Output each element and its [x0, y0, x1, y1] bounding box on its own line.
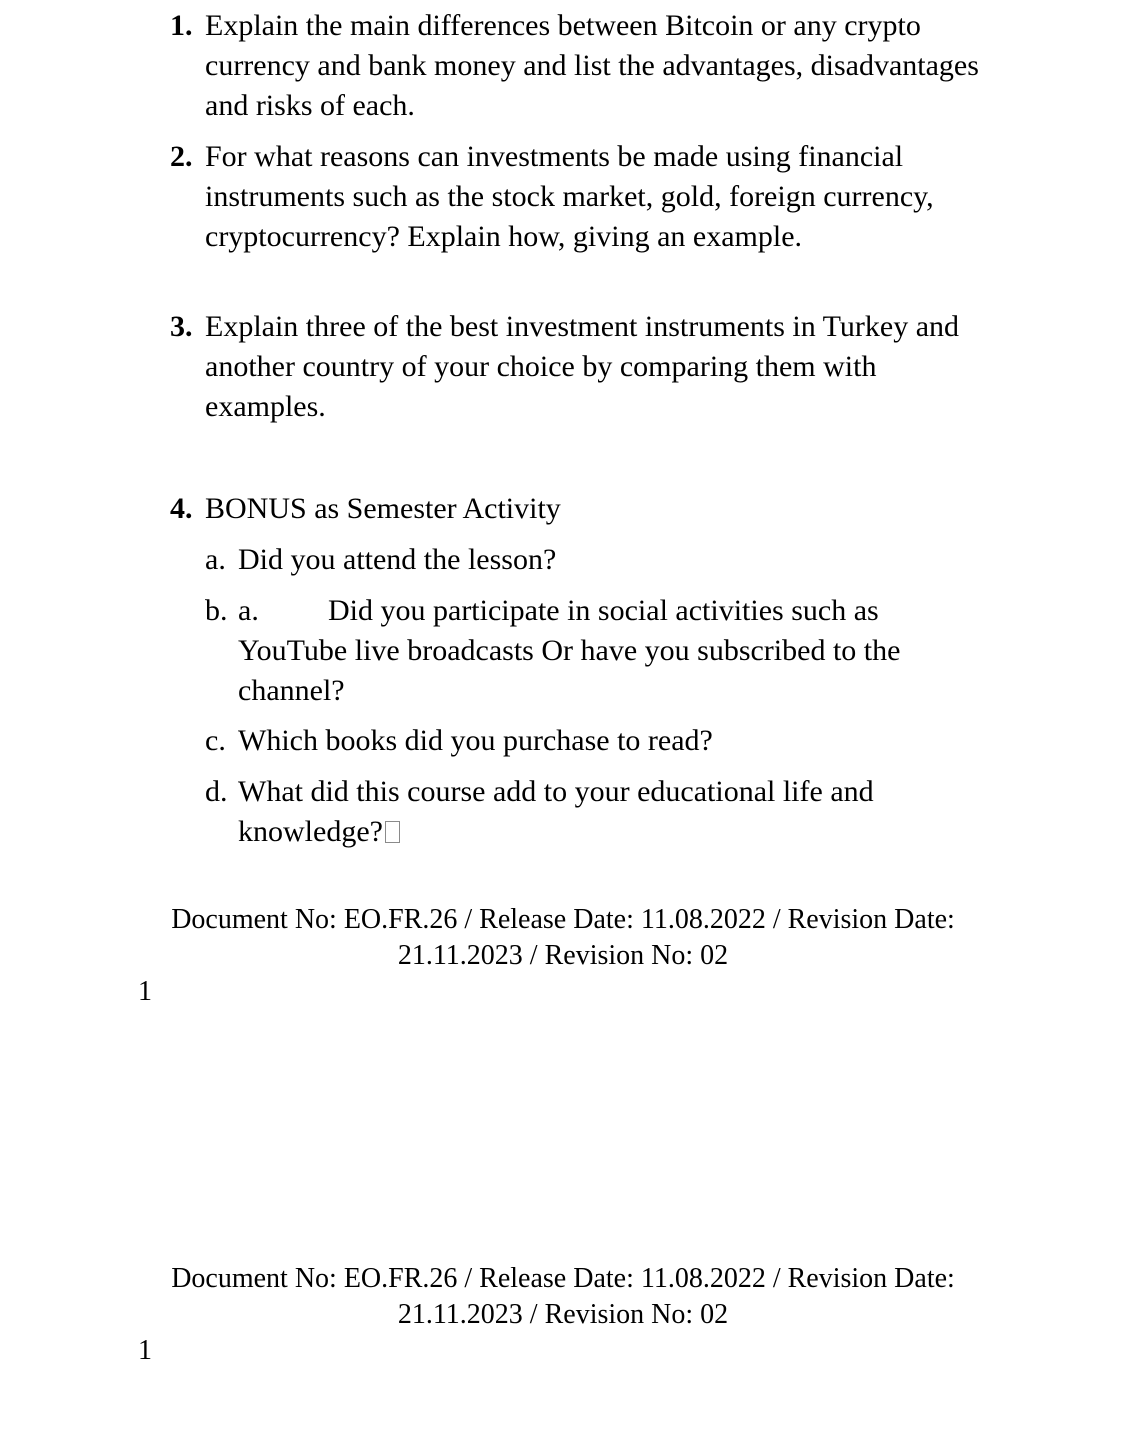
bonus-item-d	[205, 772, 995, 852]
bonus-item-letter: d.	[205, 775, 228, 808]
bonus-item-letter: a.	[205, 543, 226, 576]
document-footer	[138, 902, 988, 974]
question-text: Explain three of the best investment instruments in Turkey and another country of your choice by comparing them with examples.	[205, 310, 960, 423]
question-number: 3.	[170, 310, 193, 343]
question-2	[170, 137, 1000, 257]
bonus-item-c	[205, 721, 995, 761]
question-3	[170, 307, 1000, 427]
bonus-item-a	[205, 540, 995, 580]
footer-line-1: Document No: EO.FR.26 / Release Date: 11.08.2022 / Revision Date:	[171, 904, 955, 935]
bonus-item-inner-letter: a.	[238, 594, 259, 627]
document-footer	[138, 1261, 988, 1333]
bonus-item-text: What did this course add to your educational life and knowledge?	[238, 775, 874, 848]
bonus-item-text: Did you participate in social activities such as YouTube live broadcasts Or have you subscribed to the channel?	[238, 594, 901, 707]
bonus-item-letter: c.	[205, 724, 226, 757]
page-number: 1	[138, 976, 152, 1007]
question-1	[170, 6, 1000, 126]
question-number: 1.	[170, 9, 193, 42]
question-text: Explain the main differences between Bitcoin or any crypto currency and bank money and list the advantages, disadvantages and risks of each.	[205, 9, 979, 122]
question-text: BONUS as Semester Activity	[205, 492, 561, 525]
footer-line-1: Document No: EO.FR.26 / Release Date: 11.08.2022 / Revision Date:	[171, 1263, 955, 1294]
bonus-item-b	[205, 591, 995, 711]
bonus-item-text: Did you attend the lesson?	[238, 543, 557, 576]
missing-glyph-box-icon	[385, 821, 400, 843]
bonus-item-text: Which books did you purchase to read?	[238, 724, 713, 757]
question-4	[170, 489, 1000, 529]
footer-line-2: 21.11.2023 / Revision No: 02	[397, 940, 729, 971]
question-number: 4.	[170, 492, 193, 525]
page-number: 1	[138, 1335, 152, 1366]
question-text: For what reasons can investments be made using financial instruments such as the stock market, gold, foreign currency, cryptocurrency? Explain how, giving an example.	[205, 140, 934, 253]
bonus-item-body	[238, 591, 978, 711]
bonus-item-body	[238, 772, 978, 852]
footer-line-2: 21.11.2023 / Revision No: 02	[397, 1299, 729, 1330]
question-number: 2.	[170, 140, 193, 173]
bonus-item-letter: b.	[205, 594, 228, 627]
